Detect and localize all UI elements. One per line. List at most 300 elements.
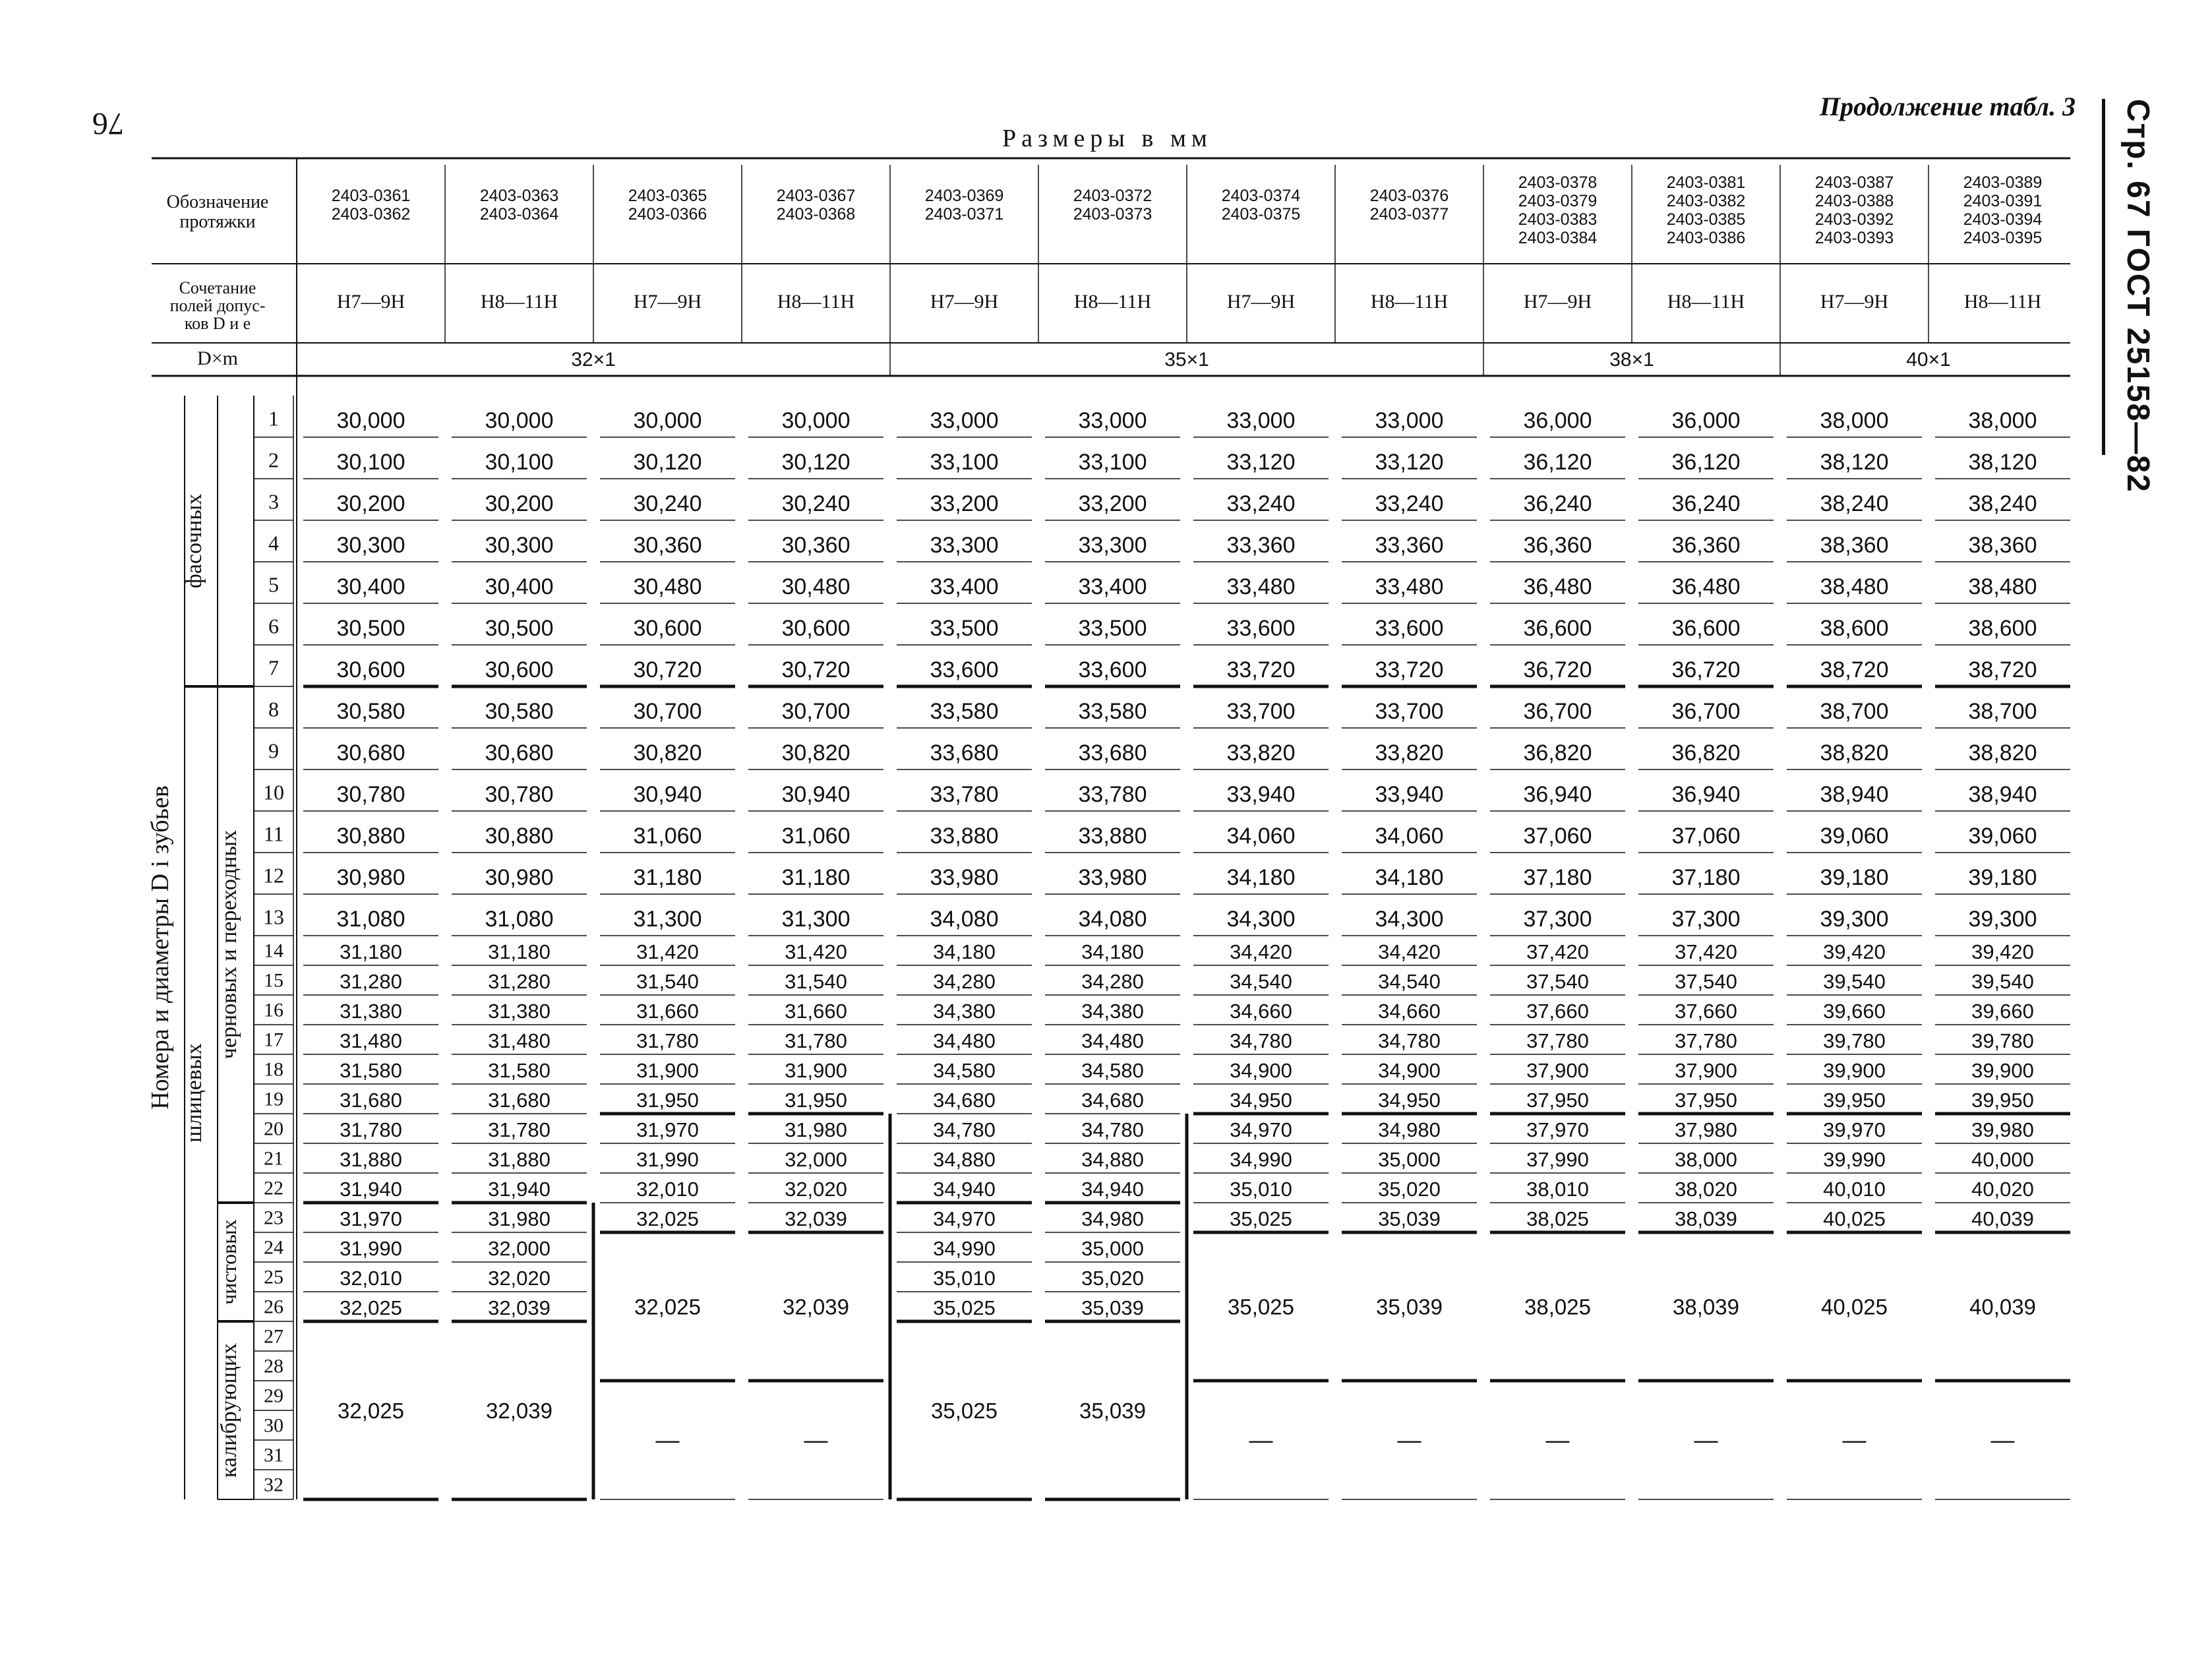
diameter-value: 31,540: [785, 970, 847, 994]
designation-code: 2403-0394: [1963, 210, 2043, 229]
diameter-value: 36,940: [1523, 782, 1592, 808]
diameter-value: 34,780: [1378, 1029, 1441, 1053]
designation-code: 2403-0385: [1666, 210, 1746, 229]
diameter-value: 33,240: [1226, 491, 1296, 517]
designation-code: 2403-0377: [1369, 205, 1449, 224]
calibrating-value: 40,039: [1969, 1294, 2036, 1319]
tooth-number: 4: [268, 531, 279, 555]
diameter-value: 34,940: [933, 1178, 996, 1201]
diameter-value: 31,080: [336, 907, 405, 932]
dm-group: 35×1: [1164, 349, 1209, 371]
designation-code: 2403-0389: [1963, 173, 2043, 192]
diameter-value: 33,880: [930, 824, 999, 849]
tolerance-value: H7—9H: [1820, 291, 1889, 313]
diameter-value: 30,000: [633, 408, 702, 434]
diameter-value: 31,660: [636, 1000, 699, 1023]
diameter-value: 31,980: [785, 1118, 847, 1142]
diameter-value: 39,540: [1971, 970, 2034, 994]
diameter-value: 30,820: [633, 740, 702, 766]
tooth-number: 18: [264, 1058, 284, 1081]
diameter-value: 39,660: [1971, 1000, 2034, 1023]
diameter-value: 39,950: [1971, 1089, 2034, 1112]
diameter-value: 34,990: [933, 1237, 996, 1261]
diameter-value: 31,540: [636, 970, 699, 994]
diameter-value: 34,420: [1230, 940, 1292, 964]
designation-label: протяжки: [179, 212, 256, 232]
diameter-value: 38,360: [1820, 533, 1889, 558]
diameter-value: 33,200: [930, 491, 999, 517]
diameter-value: 36,480: [1671, 574, 1741, 600]
tolerance-value: H7—9H: [1523, 291, 1592, 313]
diameter-value: 38,360: [1968, 533, 2037, 558]
diameter-value: 36,700: [1671, 699, 1741, 725]
diameter-value: 33,120: [1226, 450, 1296, 475]
diameter-value: 31,580: [488, 1059, 551, 1083]
diameter-value: 32,010: [636, 1178, 699, 1201]
diameter-value: 31,950: [636, 1089, 699, 1112]
calibrating-value: 35,025: [931, 1399, 998, 1423]
diameter-value: 37,980: [1675, 1118, 1737, 1142]
diameter-value: 31,580: [340, 1059, 402, 1083]
diameter-value: 34,480: [1081, 1029, 1144, 1053]
diameter-value: 36,120: [1523, 450, 1592, 475]
tooth-number: 24: [264, 1236, 284, 1259]
diameter-value: 37,180: [1671, 865, 1741, 891]
diameter-value: 33,120: [1375, 450, 1444, 475]
calibrating-value: 35,025: [1228, 1294, 1294, 1319]
diameter-value: 33,400: [1078, 574, 1147, 600]
diameter-value: 34,180: [933, 940, 996, 964]
diameter-value: 36,240: [1671, 491, 1741, 517]
diameter-value: 30,680: [336, 740, 405, 766]
diameter-value: 30,200: [485, 491, 554, 517]
tooth-number: 1: [268, 406, 279, 431]
diameter-value: 35,000: [1081, 1237, 1144, 1261]
diameter-value: 34,080: [1078, 907, 1147, 932]
diameter-value: 34,480: [933, 1029, 996, 1053]
diameter-value: 32,020: [785, 1178, 847, 1201]
diameter-value: 37,660: [1526, 1000, 1589, 1023]
designation-code: 2403-0391: [1963, 192, 2043, 210]
diameter-value: 31,970: [636, 1118, 699, 1142]
diameter-value: 33,400: [930, 574, 999, 600]
diameter-value: 31,280: [340, 970, 402, 994]
diameter-value: 39,780: [1823, 1029, 1886, 1053]
tolerance-value: H8—11H: [1370, 291, 1449, 313]
diameter-value: 32,039: [488, 1296, 551, 1320]
diameter-value: 33,700: [1375, 699, 1444, 725]
diameter-value: 34,780: [933, 1118, 996, 1142]
diameter-value: 35,025: [933, 1296, 996, 1320]
units-label: Размеры в мм: [1002, 125, 1212, 152]
designation-code: 2403-0373: [1073, 205, 1152, 224]
diameter-value: 34,900: [1230, 1059, 1292, 1083]
diameter-value: 30,580: [485, 699, 554, 725]
diameter-value: 31,780: [785, 1029, 847, 1053]
diameter-value: 34,180: [1226, 865, 1296, 891]
diameter-value: 30,500: [485, 616, 554, 642]
designation-code: 2403-0368: [776, 205, 856, 224]
diameter-value: 38,120: [1968, 450, 2037, 475]
page-number: 76: [92, 106, 124, 141]
diameter-value: 30,000: [781, 408, 851, 434]
designation-code: 2403-0364: [479, 205, 559, 224]
diameter-value: 34,180: [1375, 865, 1444, 891]
diameter-value: 31,950: [785, 1089, 847, 1112]
diameter-value: 34,680: [1081, 1089, 1144, 1112]
designation-code: 2403-0384: [1518, 229, 1598, 247]
diameter-value: 38,000: [1968, 408, 2037, 434]
tooth-number: 15: [264, 969, 284, 992]
designation-code: 2403-0392: [1814, 210, 1894, 229]
tooth-number: 3: [268, 489, 279, 514]
diameter-value: 34,300: [1375, 907, 1444, 932]
diameter-value: 31,900: [785, 1059, 847, 1083]
diameter-value: 30,500: [336, 616, 405, 642]
diameter-value: 39,300: [1820, 907, 1889, 932]
tolerance-label: полей допус-: [169, 296, 266, 315]
diameter-value: 33,500: [1078, 616, 1147, 642]
diameter-value: 37,540: [1526, 970, 1589, 994]
diameter-value: 34,950: [1230, 1089, 1292, 1112]
diameter-value: 33,680: [1078, 740, 1147, 766]
designation-code: 2403-0361: [331, 187, 411, 205]
diameter-value: 30,240: [781, 491, 851, 517]
diameter-value: 34,580: [933, 1059, 996, 1083]
diameter-value: 33,700: [1226, 699, 1296, 725]
diameter-value: 36,120: [1671, 450, 1741, 475]
diameter-value: 36,240: [1523, 491, 1592, 517]
diameter-value: 30,880: [336, 824, 405, 849]
diameter-value: 33,820: [1226, 740, 1296, 766]
dash-value: —: [655, 1426, 680, 1453]
diameter-value: 34,060: [1226, 824, 1296, 849]
diameter-value: 34,080: [930, 907, 999, 932]
calibrating-value: 32,025: [338, 1399, 404, 1423]
dash-value: —: [1397, 1426, 1421, 1453]
tooth-number: 5: [268, 572, 279, 597]
diameter-value: 34,420: [1378, 940, 1441, 964]
diameter-value: 33,000: [930, 408, 999, 434]
diameter-value: 30,360: [633, 533, 702, 558]
diameter-value: 38,010: [1526, 1178, 1589, 1201]
tooth-number: 2: [268, 448, 279, 472]
calibrating-value: 32,039: [486, 1399, 553, 1423]
diameter-value: 39,060: [1968, 824, 2037, 849]
diameter-value: 34,280: [933, 970, 996, 994]
diameter-value: 39,420: [1971, 940, 2034, 964]
diameter-value: 31,480: [488, 1029, 551, 1053]
diameter-value: 30,600: [336, 657, 405, 683]
diameter-value: 34,780: [1081, 1118, 1144, 1142]
tooth-number: 10: [263, 780, 284, 804]
diameter-value: 30,700: [781, 699, 851, 725]
diameter-value: 33,980: [930, 865, 999, 891]
designation-code: 2403-0379: [1518, 192, 1598, 210]
diameter-value: 37,540: [1675, 970, 1737, 994]
designation-code: 2403-0387: [1814, 173, 1894, 192]
tooth-number: 27: [264, 1325, 284, 1348]
diameter-value: 34,660: [1378, 1000, 1441, 1023]
dm-group: 38×1: [1609, 349, 1654, 371]
designation-code: 2403-0376: [1369, 187, 1449, 205]
diameter-value: 31,680: [340, 1089, 402, 1112]
diameter-value: 33,240: [1375, 491, 1444, 517]
diameter-value: 31,380: [488, 1000, 551, 1023]
diameter-value: 30,600: [633, 616, 702, 642]
diameter-value: 37,300: [1671, 907, 1741, 932]
diameter-value: 31,990: [340, 1237, 402, 1261]
diameter-value: 31,060: [633, 824, 702, 849]
tolerance-value: H7—9H: [633, 291, 702, 313]
calibrating-value: 35,039: [1376, 1294, 1443, 1319]
diameter-value: 31,900: [636, 1059, 699, 1083]
diameter-value: 33,980: [1078, 865, 1147, 891]
diameter-value: 36,360: [1671, 533, 1741, 558]
dash-value: —: [1694, 1426, 1718, 1453]
tolerance-value: H7—9H: [336, 291, 405, 313]
diameter-value: 37,060: [1671, 824, 1741, 849]
diameter-value: 37,420: [1675, 940, 1737, 964]
tooth-number: 7: [268, 655, 279, 680]
diameter-value: 40,020: [1971, 1178, 2034, 1201]
diameter-value: 33,300: [930, 533, 999, 558]
designation-code: 2403-0365: [628, 187, 707, 205]
diameter-value: 31,780: [636, 1029, 699, 1053]
diameter-value: 30,600: [485, 657, 554, 683]
diameter-value: 34,970: [1230, 1118, 1292, 1142]
diameter-value: 34,060: [1375, 824, 1444, 849]
diameter-value: 36,820: [1671, 740, 1741, 766]
designation-code: 2403-0374: [1221, 187, 1301, 205]
diameter-value: 34,780: [1230, 1029, 1292, 1053]
diameter-value: 35,039: [1378, 1207, 1441, 1231]
diameter-value: 35,010: [1230, 1178, 1292, 1201]
diameter-value: 30,780: [485, 782, 554, 808]
diameter-value: 34,540: [1378, 970, 1441, 994]
diameter-value: 38,700: [1968, 699, 2037, 725]
tooth-number: 20: [264, 1118, 284, 1140]
calibrating-value: 32,025: [634, 1294, 701, 1319]
diameter-value: 33,780: [1078, 782, 1147, 808]
diameter-value: 31,990: [636, 1148, 699, 1172]
diameter-value: 34,280: [1081, 970, 1144, 994]
diameter-value: 33,480: [1375, 574, 1444, 600]
calibrating-value: 38,025: [1524, 1294, 1591, 1319]
tooth-number: 23: [264, 1207, 284, 1229]
designation-code: 2403-0395: [1963, 229, 2043, 247]
diameter-value: 33,360: [1375, 533, 1444, 558]
diameter-value: 33,480: [1226, 574, 1296, 600]
diameter-value: 34,970: [933, 1207, 996, 1231]
designation-code: 2403-0367: [776, 187, 856, 205]
finishing-label: чистовых: [217, 1219, 241, 1305]
diameter-value: 37,060: [1523, 824, 1592, 849]
diameter-value: 38,600: [1968, 616, 2037, 642]
tooth-number: 22: [264, 1177, 284, 1199]
diameter-value: 33,000: [1078, 408, 1147, 434]
diameter-value: 38,020: [1675, 1178, 1737, 1201]
diameter-value: 34,580: [1081, 1059, 1144, 1083]
diameter-value: 38,000: [1820, 408, 1889, 434]
diameter-value: 38,240: [1820, 491, 1889, 517]
diameter-value: 39,420: [1823, 940, 1886, 964]
diameter-value: 36,480: [1523, 574, 1592, 600]
diameter-value: 33,360: [1226, 533, 1296, 558]
diameter-label: Номера и диаметры D i зубьев: [146, 785, 174, 1110]
diameter-value: 39,970: [1823, 1118, 1886, 1142]
tolerance-value: H7—9H: [1226, 291, 1296, 313]
tooth-number: 28: [264, 1355, 284, 1377]
diameter-value: 31,380: [340, 1000, 402, 1023]
diameter-value: 30,400: [485, 574, 554, 600]
designation-code: 2403-0363: [479, 187, 559, 205]
diameter-value: 39,980: [1971, 1118, 2034, 1142]
diameter-value: 31,300: [633, 907, 702, 932]
diameter-value: 30,360: [781, 533, 851, 558]
tolerance-value: H8—11H: [777, 291, 855, 313]
diameter-value: 34,940: [1081, 1178, 1144, 1201]
tooth-number: 21: [264, 1147, 284, 1170]
diameter-value: 37,950: [1526, 1089, 1589, 1112]
diameter-value: 30,480: [633, 574, 702, 600]
diameter-value: 30,200: [336, 491, 405, 517]
diameter-value: 39,900: [1971, 1059, 2034, 1083]
diameter-value: 40,010: [1823, 1178, 1886, 1201]
diameter-value: 33,580: [1078, 699, 1147, 725]
designation-code: 2403-0366: [628, 205, 707, 224]
diameter-value: 30,300: [485, 533, 554, 558]
diameter-value: 37,970: [1526, 1118, 1589, 1142]
diameter-value: 31,180: [781, 865, 851, 891]
tooth-number: 26: [264, 1296, 284, 1318]
diameter-value: 36,360: [1523, 533, 1592, 558]
tooth-number: 25: [264, 1266, 284, 1288]
diameter-value: 38,240: [1968, 491, 2037, 517]
diameter-value: 34,880: [1081, 1148, 1144, 1172]
diameter-value: 31,180: [340, 940, 402, 964]
diameter-value: 31,780: [488, 1118, 551, 1142]
diameter-value: 30,980: [485, 865, 554, 891]
tooth-number: 9: [268, 738, 279, 763]
diameter-value: 37,780: [1675, 1029, 1737, 1053]
designation-code: 2403-0378: [1518, 173, 1598, 192]
diameter-value: 37,420: [1526, 940, 1589, 964]
diameter-value: 40,000: [1971, 1148, 2034, 1172]
diameter-value: 30,700: [633, 699, 702, 725]
diameter-value: 32,000: [785, 1148, 847, 1172]
diameter-value: 35,039: [1081, 1296, 1144, 1320]
diameter-value: 34,980: [1081, 1207, 1144, 1231]
designation-code: 2403-0382: [1666, 192, 1746, 210]
diameter-value: 35,010: [933, 1267, 996, 1290]
diameter-value: 38,480: [1820, 574, 1889, 600]
shaped-label: фасочных: [182, 493, 206, 589]
diameter-value: 33,000: [1375, 408, 1444, 434]
diameter-value: 38,940: [1820, 782, 1889, 808]
tooth-number: 29: [264, 1385, 284, 1407]
diameter-value: 32,025: [636, 1207, 699, 1231]
diameter-value: 31,880: [340, 1148, 402, 1172]
calibrating-value: 40,025: [1821, 1294, 1888, 1319]
diameter-value: 32,025: [340, 1296, 402, 1320]
diameter-value: 31,780: [340, 1118, 402, 1142]
diameter-value: 33,940: [1375, 782, 1444, 808]
diameter-value: 30,720: [633, 657, 702, 683]
diameter-value: 33,780: [930, 782, 999, 808]
diameter-value: 39,060: [1820, 824, 1889, 849]
designation-code: 2403-0362: [331, 205, 411, 224]
diameter-value: 33,300: [1078, 533, 1147, 558]
diameter-value: 32,020: [488, 1267, 551, 1290]
designation-label: Обозначение: [166, 192, 269, 212]
diameter-value: 34,680: [933, 1089, 996, 1112]
diameter-value: 33,720: [1226, 657, 1296, 683]
diameter-value: 37,180: [1523, 865, 1592, 891]
diameter-value: 33,100: [1078, 450, 1147, 475]
diameter-value: 31,180: [488, 940, 551, 964]
diameter-value: 31,180: [633, 865, 702, 891]
diameter-value: 34,180: [1081, 940, 1144, 964]
diameter-value: 33,880: [1078, 824, 1147, 849]
diameter-value: 31,420: [636, 940, 699, 964]
tooth-number: 14: [264, 940, 284, 962]
diameter-value: 39,180: [1820, 865, 1889, 891]
dm-group: 40×1: [1906, 349, 1951, 371]
diameter-value: 31,280: [488, 970, 551, 994]
designation-code: 2403-0386: [1666, 229, 1746, 247]
diameter-value: 38,039: [1675, 1207, 1737, 1231]
diameter-value: 33,600: [1226, 616, 1296, 642]
diameter-value: 32,010: [340, 1267, 402, 1290]
diameter-value: 33,200: [1078, 491, 1147, 517]
diameter-value: 32,039: [785, 1207, 847, 1231]
diameter-value: 37,990: [1526, 1148, 1589, 1172]
tolerance-label: ков D и e: [184, 314, 251, 333]
diameter-value: 33,720: [1375, 657, 1444, 683]
diameter-value: 31,420: [785, 940, 847, 964]
diameter-value: 37,300: [1523, 907, 1592, 932]
tooth-number: 11: [263, 822, 284, 846]
diameter-value: 30,680: [485, 740, 554, 766]
diameter-value: 31,300: [781, 907, 851, 932]
diameter-value: 30,100: [485, 450, 554, 475]
diameter-value: 31,080: [485, 907, 554, 932]
diameter-value: 36,940: [1671, 782, 1741, 808]
calibrating-value: 35,039: [1079, 1399, 1146, 1423]
diameter-value: 30,300: [336, 533, 405, 558]
dash-value: —: [1990, 1426, 2015, 1453]
diameter-value: 39,660: [1823, 1000, 1886, 1023]
diameter-value: 38,025: [1526, 1207, 1589, 1231]
diameter-value: 33,600: [930, 657, 999, 683]
diameter-value: 36,000: [1671, 408, 1741, 434]
diameter-value: 36,820: [1523, 740, 1592, 766]
diameter-value: 35,025: [1230, 1207, 1292, 1231]
diameter-value: 33,600: [1078, 657, 1147, 683]
diameter-value: 33,600: [1375, 616, 1444, 642]
rough-label: черновых и переходных: [217, 829, 241, 1060]
tolerance-value: H8—11H: [1073, 291, 1152, 313]
diameter-value: 30,000: [336, 408, 405, 434]
diameter-value: 38,000: [1675, 1148, 1737, 1172]
splined-label: шлицевых: [182, 1043, 206, 1143]
tooth-number: 6: [268, 614, 279, 638]
dash-value: —: [1249, 1426, 1273, 1453]
diameter-value: 31,980: [488, 1207, 551, 1231]
diameter-value: 40,039: [1971, 1207, 2034, 1231]
diameter-value: 31,480: [340, 1029, 402, 1053]
